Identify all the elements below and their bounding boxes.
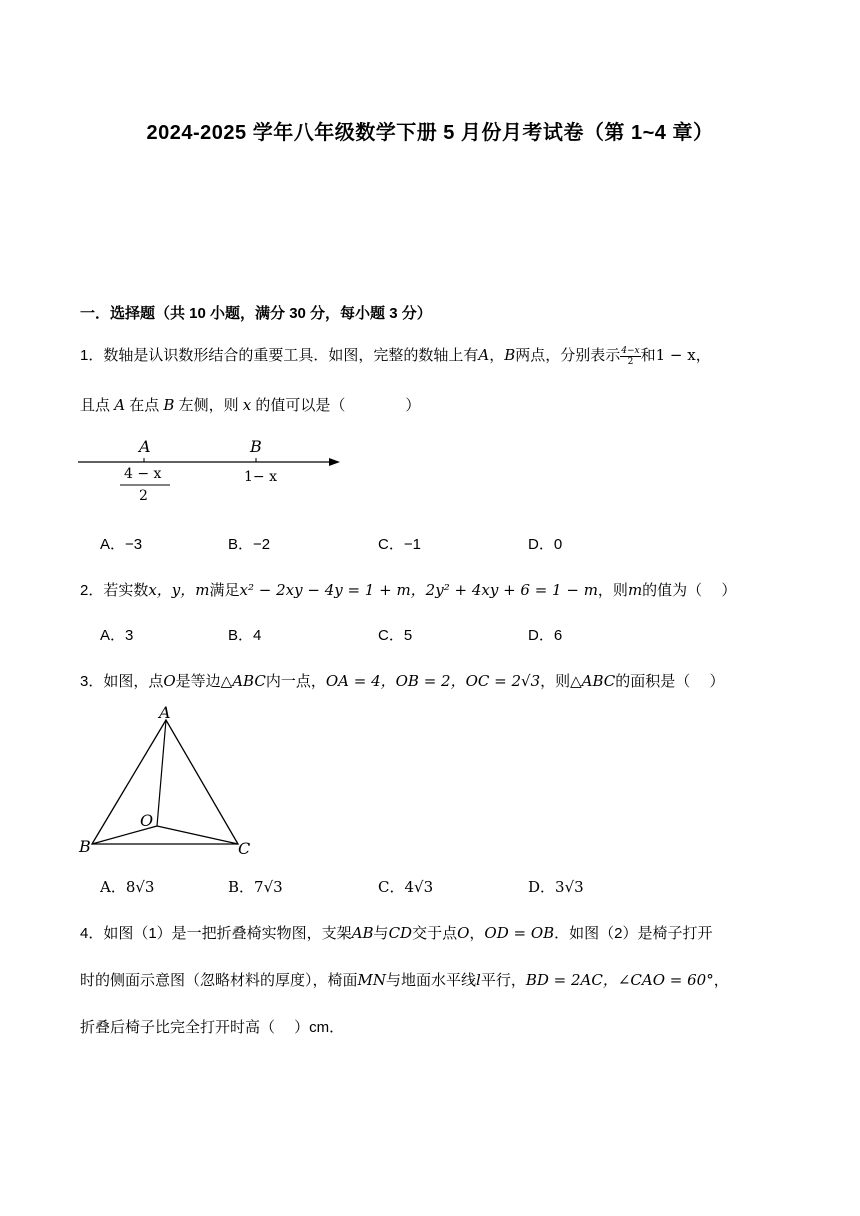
vertex-label-b: B <box>79 837 91 856</box>
vertex-label-c: C <box>238 839 251 858</box>
q1-option-c[interactable]: C．−1 <box>378 536 421 553</box>
q1-fraction: $\frac{4-x}{2}$ <box>621 345 640 367</box>
q1-option-b[interactable]: B．−2 <box>228 536 271 553</box>
q2-option-d[interactable]: D．6 <box>528 627 563 644</box>
q4-line2: 时的侧面示意图（忽略材料的厚度），椅面MN与地面水平线l平行，BD = 2AC，∠CAO = 60°， <box>80 971 729 989</box>
q2-option-b[interactable]: B．4 <box>228 627 262 644</box>
q2-option-c[interactable]: C．5 <box>378 627 413 644</box>
q3-option-d[interactable]: D．3√3 <box>528 878 584 896</box>
label-a: A <box>139 437 151 456</box>
q4-line1: 4．如图（1）是一把折叠椅实物图，支架AB与CD交于点O，OD = OB．如图（2）是椅子打开 <box>80 924 713 942</box>
q2-option-a[interactable]: A．3 <box>100 627 134 644</box>
q3-option-c[interactable]: C．4√3 <box>378 878 434 896</box>
q3-text: 3．如图，点O是等边△ABC内一点，OA = 4，OB = 2，OC = 2√3，则△ABC的面积是（ ） <box>80 672 725 690</box>
label-a-denominator: 2 <box>139 488 148 504</box>
page-title: 2024-2025 学年八年级数学下册 5 月份月考试卷（第 1~4 章） <box>146 122 714 144</box>
arrow-icon <box>329 458 340 466</box>
q1-option-a[interactable]: A．−3 <box>100 536 143 553</box>
q1-option-d[interactable]: D．0 <box>528 536 563 553</box>
point-label-o: O <box>140 811 154 830</box>
label-b: B <box>250 437 262 456</box>
label-a-numerator: 4 − x <box>124 466 162 482</box>
segment-oc <box>157 826 238 844</box>
label-b-expression: 1− x <box>244 469 277 485</box>
section-heading: 一．选择题（共 10 小题，满分 30 分，每小题 3 分） <box>80 305 432 322</box>
q4-line3: 折叠后椅子比完全打开时高（ ）cm． <box>80 1019 345 1036</box>
triangle-figure <box>76 702 266 860</box>
q3-option-b[interactable]: B．7√3 <box>228 878 283 896</box>
number-line-figure <box>74 432 354 506</box>
segment-oa <box>157 720 166 826</box>
q2-text: 2．若实数x，y，m满足x² − 2xy − 4y = 1 + m，2y² + 4xy + 6 = 1 − m，则m的值为（ ） <box>80 581 737 599</box>
q1-line2: 且点 A 在点 B 左侧，则 x 的值可以是（ ） <box>80 396 421 414</box>
vertex-label-a: A <box>159 703 171 722</box>
q3-option-a[interactable]: A．8√3 <box>100 878 155 896</box>
q1-line1: 1．数轴是认识数形结合的重要工具．如图，完整的数轴上有A，B两点，分别表示 $\frac{4-x}{2}$ 和1 − x， <box>80 345 711 367</box>
